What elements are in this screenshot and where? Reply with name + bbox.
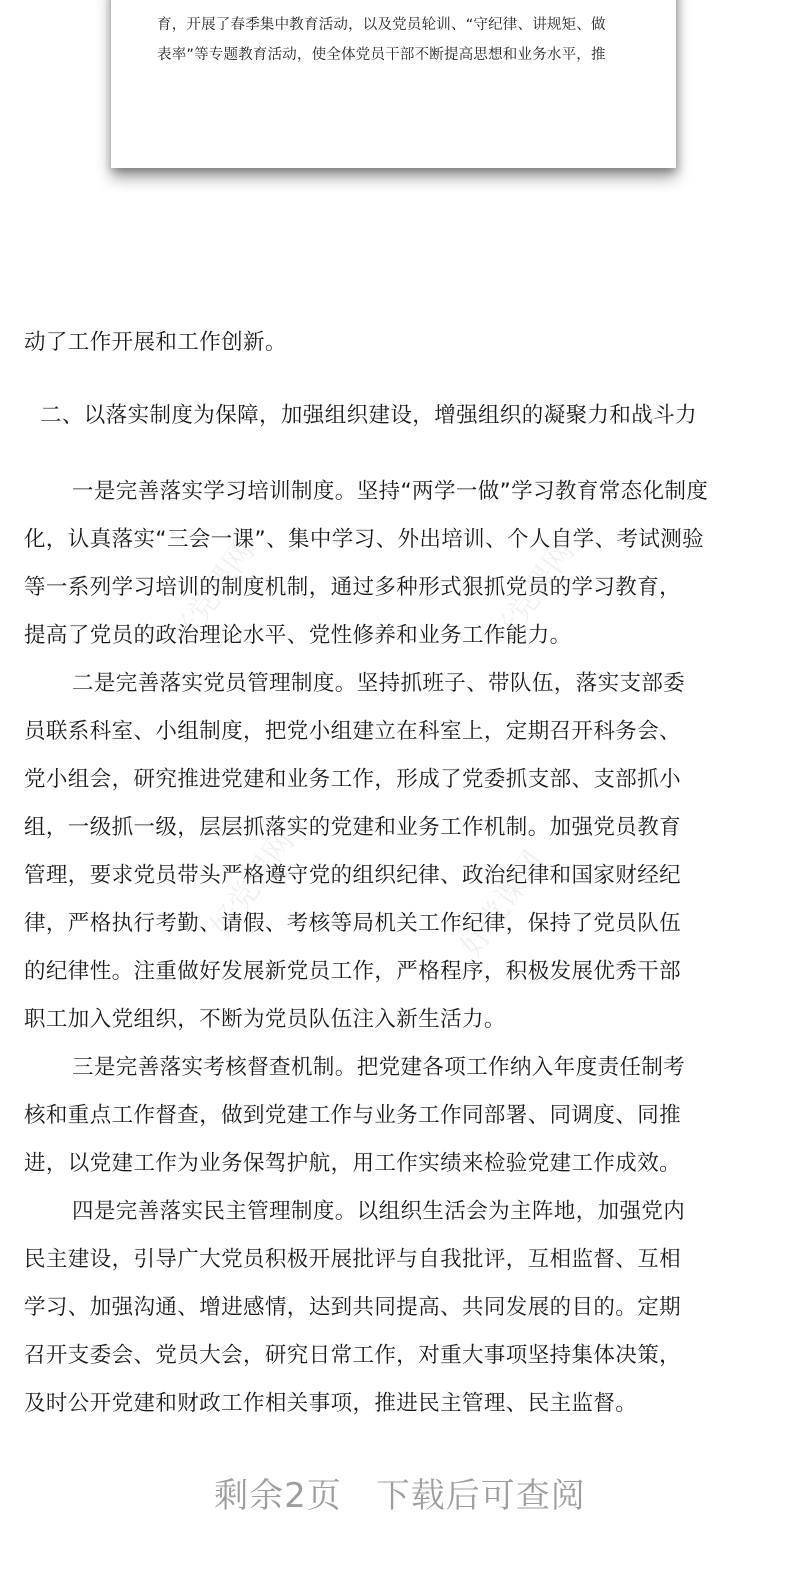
download-action-label: 下载后可查阅	[375, 1476, 586, 1516]
watermark-text: 好党课网	[204, 824, 302, 944]
document-line: 律，严格执行考勤、请假、考核等局机关工作纪律，保持了党员队伍	[24, 911, 682, 936]
document-line: 及时公开党建和财政工作相关事项，推进民主管理、民主监督。	[24, 1391, 638, 1416]
document-line: 等一系列学习培训的制度机制，通过多种形式狠抓党员的学习教育，	[24, 575, 682, 600]
paragraph-start-line: 四是完善落实民主管理制度。以组织生活会为主阵地，加强党内	[72, 1199, 686, 1224]
document-line: 动了工作开展和工作创新。	[24, 330, 287, 355]
document-line: 化，认真落实“三会一课”、集中学习、外出培训、个人自学、考试测验	[24, 527, 705, 552]
card-text-line: 表率”等专题教育活动，使全体党员干部不断提高思想和业务水平，推	[157, 47, 606, 63]
section-heading: 二、以落实制度为保障，加强组织建设，增强组织的凝聚力和战斗力	[40, 403, 698, 428]
document-line: 召开支委会、党员大会，研究日常工作，对重大事项坚持集体决策，	[24, 1343, 682, 1368]
download-to-read-more-link[interactable]	[0, 1468, 800, 1517]
document-line: 党小组会，研究推进党建和业务工作，形成了党委抓支部、支部抓小	[24, 767, 682, 792]
paragraph-start-line: 二是完善落实党员管理制度。坚持抓班子、带队伍，落实支部委	[72, 671, 686, 696]
document-line: 提高了党员的政治理论水平、党性修养和业务工作能力。	[24, 623, 572, 648]
document-line: 管理，要求党员带头严格遵守党的组织纪律、政治纪律和国家财经纪	[24, 863, 682, 888]
watermark-text: 好党课网	[484, 534, 582, 654]
document-line: 组，一级抓一级，层层抓落实的党建和业务工作机制。加强党员教育	[24, 815, 682, 840]
document-line: 核和重点工作督查，做到党建工作与业务工作同部署、同调度、同推	[24, 1103, 682, 1128]
document-line: 的纪律性。注重做好发展新党员工作，严格程序，积极发展优秀干部	[24, 959, 682, 984]
document-line: 员联系科室、小组制度，把党小组建立在科室上，定期召开科务会、	[24, 719, 682, 744]
document-line: 民主建设，引导广大党员积极开展批评与自我批评，互相监督、互相	[24, 1247, 682, 1272]
paragraph-start-line: 三是完善落实考核督查机制。把党建各项工作纳入年度责任制考	[72, 1055, 686, 1080]
document-line: 学习、加强沟通、增进感情，达到共同提高、共同发展的目的。定期	[24, 1295, 682, 1320]
card-text-line: 育，开展了春季集中教育活动，以及党员轮训、“守纪律、讲规矩、做	[157, 17, 606, 33]
watermark-text: 好党课网	[164, 534, 262, 654]
remaining-pages-label: 剩余2页	[214, 1476, 342, 1516]
paragraph-start-line: 一是完善落实学习培训制度。坚持“两学一做”学习教育常态化制度	[72, 479, 709, 504]
document-line: 职工加入党组织，不断为党员队伍注入新生活力。	[24, 1007, 506, 1032]
watermark-text: 好党课网	[454, 844, 552, 964]
preview-page-card	[111, 0, 676, 168]
document-line: 进，以党建工作为业务保驾护航，用工作实绩来检验党建工作成效。	[24, 1151, 682, 1176]
